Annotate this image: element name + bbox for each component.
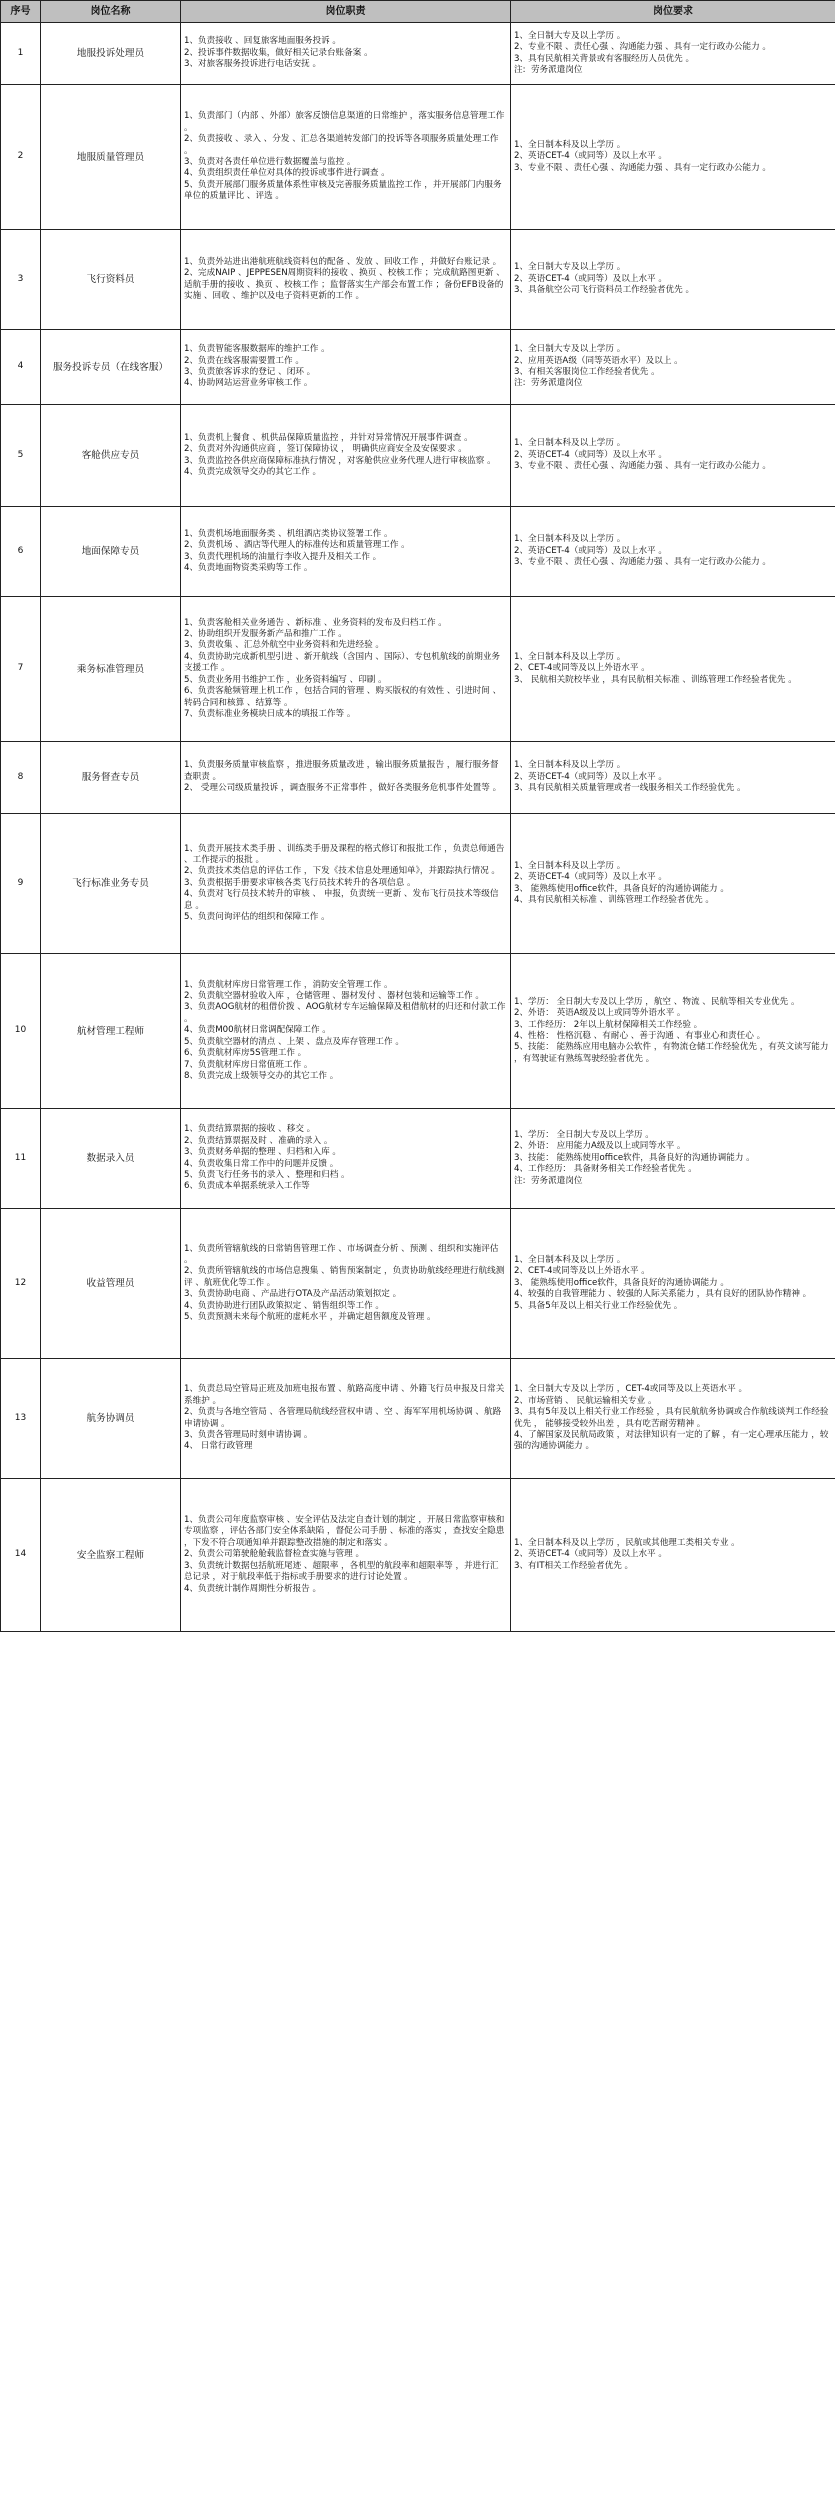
position-duties (181, 23, 511, 85)
position-requirements (511, 405, 835, 507)
requirement-item: 注: 劳务派遣岗位 (514, 1175, 583, 1186)
requirement-item: 3、 民航相关院校毕业 ，具有民航相关标准 、训练管理工作经验者优先 。 (514, 674, 797, 685)
duty-item: 1、负责所管辖航线的日常销售管理工作 、市场调查分析 、预测 、组织和实施评估 。 (184, 1243, 502, 1265)
requirement-item: 1、全日制大专及以上学历 。 (514, 262, 626, 273)
table-row (1, 230, 835, 330)
requirement-item: 3、有相关客服岗位工作经验者优先 。 (514, 367, 660, 377)
requirement-item: 1、全日制本科及以上学历 。 (514, 534, 626, 545)
duty-item: 5、负责开展部门服务质量体系性审核及完善服务质量监控工作 ，并开展部门内服务单位的质量评比 、评选 。 (184, 179, 502, 202)
duty-item: 7、负责标准业务模块日成本的填报工作等 。 (184, 708, 356, 719)
requirement-item: 3、专业不限 、责任心强 、沟通能力强 、具有一定行政办公能力 。 (514, 162, 772, 173)
duty-item: 2、负责在线客服需要置工作 。 (184, 355, 304, 366)
duty-item: 1、负责结算票据的接收 、移交 。 (184, 1124, 316, 1135)
requirement-item: 3、 能熟练使用office软件，具备良好的沟通协调能力 。 (514, 883, 729, 894)
table-row (1, 507, 835, 597)
requirement-item: 4、性格： 性格沉稳 、有耐心 、善于沟通 、有事业心和责任心 。 (514, 1031, 766, 1041)
requirement-item: 4、具有民航相关标准 、训练管理工作经验者优先 。 (514, 894, 714, 905)
row-number: 1 (1, 23, 41, 85)
row-number: 2 (1, 85, 41, 230)
row-number: 9 (1, 814, 41, 954)
position-duties (181, 597, 511, 742)
requirement-item: 3、具备航空公司飞行资料员工作经验者优先 。 (514, 285, 695, 296)
duty-item: 2、负责机场 、酒店等代理人的标准传达和质量管理工作 。 (184, 540, 410, 551)
requirement-item: 2、应用英语A级（同等英语水平）及以上 。 (514, 355, 683, 366)
duty-item: 2、负责公司第驶舱舱载监督检查实施与管理 。 (184, 1549, 365, 1560)
requirement-item: 3、工作经历： 2年以上航材保障相关工作经验 。 (514, 1019, 703, 1030)
duty-item: 3、负责AOG航材的租借价拨 、AOG航材专车运输保障及租借航材的归还和付款工作 。 (184, 1002, 509, 1024)
duty-item: 5、负责预测未来每个航班的虚耗水平 ，并确定超售额度及管理 。 (184, 1312, 436, 1323)
row-number: 13 (1, 1359, 41, 1479)
table-row (1, 1209, 835, 1359)
duty-item: 2、投诉事件数据收集，做好相关记录台账备案 。 (184, 47, 373, 58)
duty-item: 4、负责地面物资类采购等工作 。 (184, 562, 313, 573)
position-requirements (511, 597, 835, 742)
requirement-item: 1、全日制本科及以上学历 。 (514, 860, 626, 871)
requirement-item: 2、英语CET-4（或同等）及以上水平 。 (514, 1549, 667, 1560)
table-row (1, 954, 835, 1109)
duty-item: 3、对旅客服务投诉进行电话安抚 。 (184, 59, 322, 70)
duty-item: 4、负责统计制作周期性分析报告 。 (184, 1583, 322, 1594)
duty-item: 4、负责M00航材日常调配保障工作 。 (184, 1025, 331, 1036)
duty-item: 2、负责与各地空管局 、各管理局航线经营权申请 、空 、海军军用机场协调 、航路申请协调 。 (184, 1407, 502, 1429)
position-requirements (511, 330, 835, 405)
duty-item: 1、负责公司年度监察审核 、安全评估及法定自查计划的制定 ，开展日常监察审核和专项监察 ，评估各部门安全体系缺陷 ，督促公司手册 、标准的落实 ，查找安全隐患 ，下发不符合项通知单并跟踪整改措施的制定和落实 。 (184, 1515, 508, 1548)
position-name: 乘务标准管理员 (41, 597, 181, 742)
position-duties (181, 1209, 511, 1359)
duty-item: 6、负责客舱频管理上机工作 ，包括合同的管理 、购买版权的有效性 、引进时间 、转码合同和核算 、结算等 。 (184, 686, 502, 708)
duty-item: 3、负责根据手册要求审核各类飞行员技术转升的各项信息 。 (184, 877, 416, 888)
duty-item: 8、负责完成上级领导交办的其它工作 。 (184, 1070, 339, 1081)
requirement-item: 1、全日制本科及以上学历 。 (514, 139, 626, 150)
table-row (1, 405, 835, 507)
duty-item: 1、负责机上餐食 、机供品保障质量监控 ，并针对异常情况开展事件调查 。 (184, 432, 473, 443)
duty-item: 4、负责对飞行员技术转升的审核 、 申报，负责统一更新 、发布飞行员技术等级信息 。 (184, 889, 499, 911)
duty-item: 2、负责所管辖航线的市场信息搜集 、销售预案制定 ，负责协助航线经理进行航线测评 、航班优化等工作 。 (184, 1266, 505, 1288)
duty-item: 4、负责完成领导交办的其它工作 。 (184, 466, 322, 477)
requirement-item: 1、全日制本科及以上学历 。 (514, 760, 626, 771)
table-row (1, 1109, 835, 1209)
position-requirements (511, 1359, 835, 1479)
requirement-item: 1、学历： 全日制大专及以上学历 。 (514, 1129, 654, 1140)
header-name: 岗位名称 (41, 1, 181, 23)
row-number: 10 (1, 954, 41, 1109)
requirement-item: 2、英语CET-4（或同等）及以上水平 。 (514, 151, 667, 162)
position-name: 航材管理工程师 (41, 954, 181, 1109)
requirement-item: 1、全日制本科及以上学历 。 (514, 1254, 626, 1265)
position-duties (181, 1359, 511, 1479)
duty-item: 4、协助网站运营业务审核工作 。 (184, 378, 313, 389)
table-row (1, 742, 835, 814)
row-number: 4 (1, 330, 41, 405)
table-row (1, 597, 835, 742)
requirement-item: 3、具有5年及以上相关行业工作经验 ，具有民航航务协调或合作航线谈判工作经验优先 ， 能够接受较外出差 ，具有吃苦耐劳精神 。 (514, 1407, 829, 1429)
duty-item: 2、协助组织开发服务新产品和推广工作 。 (184, 629, 347, 640)
position-requirements (511, 1209, 835, 1359)
duty-item: 3、负责财务单据的整理 、归档和入库 。 (184, 1147, 342, 1158)
duty-item: 4、负责收集日常工作中的问题并反馈 。 (184, 1158, 339, 1169)
table-row (1, 85, 835, 230)
duty-item: 1、负责服务质量审核监察 ，推进服务质量改进 ，输出服务质量报告 ，履行服务督查职责 。 (184, 760, 499, 782)
position-requirements (511, 85, 835, 230)
row-number: 7 (1, 597, 41, 742)
header-req: 岗位要求 (511, 1, 835, 23)
duty-item: 4、 日常行政管理 (184, 1441, 253, 1452)
position-name: 飞行资料员 (41, 230, 181, 330)
position-requirements (511, 954, 835, 1109)
requirement-item: 4、较强的自我管理能力 、较强的人际关系能力 ，具有良好的团队协作精神 。 (514, 1289, 812, 1300)
requirement-item: 2、英语CET-4（或同等）及以上水平 。 (514, 545, 667, 556)
duty-item: 5、负责业务用书维护工作 ，业务资料编写 、印刷 。 (184, 674, 387, 685)
duty-item: 2、 受理公司级质量投诉 ，调查服务不正常事件 ，做好各类服务危机事件处置等 。 (184, 783, 502, 794)
position-requirements (511, 742, 835, 814)
header-no: 序号 (1, 1, 41, 23)
duty-item: 1、负责接收 、回复旅客地面服务投诉 。 (184, 36, 342, 47)
duty-item: 2、完成NAIP 、JEPPESEN周期资料的接收 、换页 、校核工作 ；完成航路图更新 、适航手册的接收 、换页 、校核工作 ；监督落实生产部会布置工作 ；备份EFB设备的实施 、回收 、维护以及电子资料更新的工作 。 (184, 268, 505, 301)
duty-item: 2、负责结算票据及时 、准确的录入 。 (184, 1135, 333, 1146)
duty-item: 6、负责航材库房5S管理工作 。 (184, 1048, 307, 1059)
requirement-item: 4、了解国家及民航局政策 ，对法律知识有一定的了解 ，有一定心理承压能力 ，较强的沟通协调能力 。 (514, 1429, 829, 1452)
requirement-item: 4、工作经历： 具备财务相关工作经验者优先 。 (514, 1164, 697, 1175)
duty-item: 4、负责组织责任单位对具体的投诉或事件进行调查 。 (184, 168, 390, 179)
position-requirements (511, 814, 835, 954)
requirement-item: 1、全日制大专及以上学历 。 (514, 344, 626, 355)
position-duties (181, 507, 511, 597)
duty-item: 5、负责航空器材的清点 、上架 、盘点及库存管理工作 。 (184, 1036, 404, 1047)
duty-item: 1、负责客舱相关业务通告 、新标准 、业务资料的发布及归档工作 。 (184, 617, 447, 628)
position-duties (181, 230, 511, 330)
requirement-item: 2、英语CET-4（或同等）及以上水平 。 (514, 449, 667, 460)
duty-item: 3、负责旅客诉求的登记 、闭环 。 (184, 367, 316, 377)
position-duties (181, 85, 511, 230)
duty-item: 5、负责问询评估的组织和保障工作 。 (184, 912, 330, 923)
requirement-item: 3、 能熟练使用office软件，具备良好的沟通协调能力 。 (514, 1277, 729, 1288)
requirement-item: 2、英语CET-4（或同等）及以上水平 。 (514, 872, 667, 883)
position-duties (181, 1479, 511, 1632)
position-requirements (511, 1109, 835, 1209)
position-name: 地服质量管理员 (41, 85, 181, 230)
position-requirements (511, 23, 835, 85)
duty-item: 2、负责航空器材验收入库 ，仓储管理 、器材发付 、器材包装和运输等工作 。 (184, 991, 484, 1002)
duty-item: 1、负责总局空管局正班及加班电报布置 、航路高度申请 、外籍飞行员申报及日常关系维护 。 (184, 1384, 505, 1406)
position-duties (181, 954, 511, 1109)
table-row (1, 1479, 835, 1632)
duty-item: 1、负责外站进出港航班航线资料包的配备 、发放 、回收工作 ，并做好台账记录 。 (184, 256, 502, 267)
requirement-item: 2、市场营销 、 民航运输相关专业 。 (514, 1395, 657, 1406)
duty-item: 1、负责开展技术类手册 、训练类手册及课程的格式修订和报批工作 ，负责总师通告 、工作提示的报批 。 (184, 843, 508, 865)
requirement-item: 注: 劳务派遣岗位 (514, 64, 583, 75)
requirement-item: 2、CET-4或同等及以上外语水平 。 (514, 663, 650, 674)
duty-item: 4、负责协助进行团队政策拟定 、销售组织等工作 。 (184, 1300, 384, 1311)
duty-item: 7、负责航材库房日常值班工作 。 (184, 1059, 313, 1070)
position-name: 收益管理员 (41, 1209, 181, 1359)
requirement-item: 1、全日制大专及以上学历 。 (514, 30, 626, 41)
requirement-item: 1、全日制本科及以上学历 。 (514, 651, 626, 662)
row-number: 12 (1, 1209, 41, 1359)
duty-item: 2、负责接收 、录入 、分发 、汇总各渠道转发部门的投诉等各项服务质量处理工作 。 (184, 134, 502, 156)
duty-item: 2、负责技术类信息的评估工作 ，下发《技术信息处理通知单》，并跟踪执行情况 。 (184, 866, 501, 877)
requirement-item: 1、学历： 全日制大专及以上学历 ，航空 、物流 、民航等相关专业优先 。 (514, 996, 800, 1007)
requirement-item: 2、英语CET-4（或同等）及以上水平 。 (514, 771, 667, 782)
position-duties (181, 814, 511, 954)
table-row (1, 23, 835, 85)
requirement-item: 1、全日制大专及以上学历 ，CET-4或同等及以上英语水平 。 (514, 1384, 748, 1395)
requirement-item: 3、具有民航相关质量管理或者一线服务相关工作经验优先 。 (514, 783, 746, 794)
position-name: 服务督查专员 (41, 742, 181, 814)
header-duty: 岗位职责 (181, 1, 511, 23)
requirement-item: 2、专业不限 、责任心强 、沟通能力强 、具有一定行政办公能力 。 (514, 42, 772, 53)
duty-item: 1、负责智能客服数据库的维护工作 。 (184, 344, 330, 355)
table-row (1, 1359, 835, 1479)
duty-item: 3、负责协助电商 、产品进行OTA及产品活动策划拟定 。 (184, 1289, 402, 1300)
requirement-item: 2、外语： 英语A级及以上或同等外语水平 。 (514, 1008, 686, 1019)
position-duties (181, 1109, 511, 1209)
table-header-row (1, 1, 835, 23)
requirement-item: 2、CET-4或同等及以上外语水平 。 (514, 1266, 650, 1277)
position-duties (181, 330, 511, 405)
duty-item: 1、负责部门（内部 、外部）旅客反馈信息渠道的日常维护 ，落实服务信息管理工作 。 (184, 111, 508, 133)
duty-item: 5、负责飞行任务书的录入 、整理和归档 。 (184, 1169, 350, 1180)
position-name: 航务协调员 (41, 1359, 181, 1479)
position-name: 安全监察工程师 (41, 1479, 181, 1632)
position-name: 飞行标准业务专员 (41, 814, 181, 954)
requirement-item: 1、全日制本科及以上学历 。 (514, 438, 626, 449)
duty-item: 3、负责统计数据包括航班尾迹 、超限率 ，各机型的航段率和超限率等 ，并进行汇总记录 ，对于航段率低于指标或手册要求的进行讨论处置 。 (184, 1560, 499, 1583)
duty-item: 3、负责监控各供应商保障标准执行情况 ，对客舱供应业务代理人进行审核监察 。 (184, 455, 496, 466)
requirement-item: 3、专业不限 、责任心强 、沟通能力强 、具有一定行政办公能力 。 (514, 557, 772, 568)
duty-item: 3、负责收集 、汇总外航空中业务资料和先进经验 。 (184, 640, 384, 651)
duty-item: 1、负责机场地面服务类 、机组酒店类协议签署工作 。 (184, 528, 393, 539)
requirement-item: 5、技能： 能熟练应用电脑办公软件 ，有物流仓储工作经验优先 ，有英文读写能力 ，有驾驶证有熟练驾驶经验者优先 。 (514, 1042, 832, 1064)
table-row (1, 330, 835, 405)
position-name: 数据录入员 (41, 1109, 181, 1209)
duty-item: 2、负责对外沟通供应商 ，签订保障协议 ， 明确供应商安全及安保要求 。 (184, 444, 467, 455)
position-name: 服务投诉专员（在线客服） (41, 330, 181, 405)
row-number: 6 (1, 507, 41, 597)
duty-item: 3、负责各管理局时刻申请协调 。 (184, 1429, 313, 1440)
row-number: 14 (1, 1479, 41, 1632)
requirement-item: 2、外语： 应用能力A级及以上或同等水平 。 (514, 1141, 686, 1152)
requirement-item: 3、专业不限 、责任心强 、沟通能力强 、具有一定行政办公能力 。 (514, 461, 772, 472)
duty-item: 6、负责成本单据系统录入工作等 (184, 1181, 310, 1192)
duty-item: 3、负责对各责任单位进行数据覆盖与监控 。 (184, 157, 356, 167)
row-number: 5 (1, 405, 41, 507)
row-number: 3 (1, 230, 41, 330)
requirement-item: 3、具有民航相关背景或有客服经历人员优先 。 (514, 53, 695, 64)
row-number: 8 (1, 742, 41, 814)
position-name: 地面保障专员 (41, 507, 181, 597)
requirement-item: 3、技能： 能熟练使用office软件，具备良好的沟通协调能力 。 (514, 1152, 755, 1163)
duty-item: 3、负责代理机场的油量行李收入提升及相关工作 。 (184, 551, 382, 562)
duty-item: 1、负责航材库房日常管理工作 ，消防安全管理工作 。 (184, 979, 393, 990)
row-number: 11 (1, 1109, 41, 1209)
requirement-item: 注: 劳务派遣岗位 (514, 378, 583, 389)
position-duties (181, 405, 511, 507)
position-name: 地服投诉处理员 (41, 23, 181, 85)
requirement-item: 1、全日制本科及以上学历 ，民航或其他理工类相关专业 。 (514, 1537, 740, 1548)
position-duties (181, 742, 511, 814)
duty-item: 4、负责协助完成新机型引进 、新开航线（含国内 、国际）、专包机航线的前期业务支援工作 。 (184, 651, 501, 674)
position-requirements (511, 507, 835, 597)
position-requirements (511, 230, 835, 330)
position-requirements (511, 1479, 835, 1632)
table-row (1, 814, 835, 954)
position-name: 客舱供应专员 (41, 405, 181, 507)
requirement-item: 3、有IT相关工作经验者优先 。 (514, 1560, 634, 1571)
requirement-item: 5、具备5年及以上相关行业工作经验优先 。 (514, 1300, 683, 1311)
requirement-item: 2、英语CET-4（或同等）及以上水平 。 (514, 273, 667, 284)
